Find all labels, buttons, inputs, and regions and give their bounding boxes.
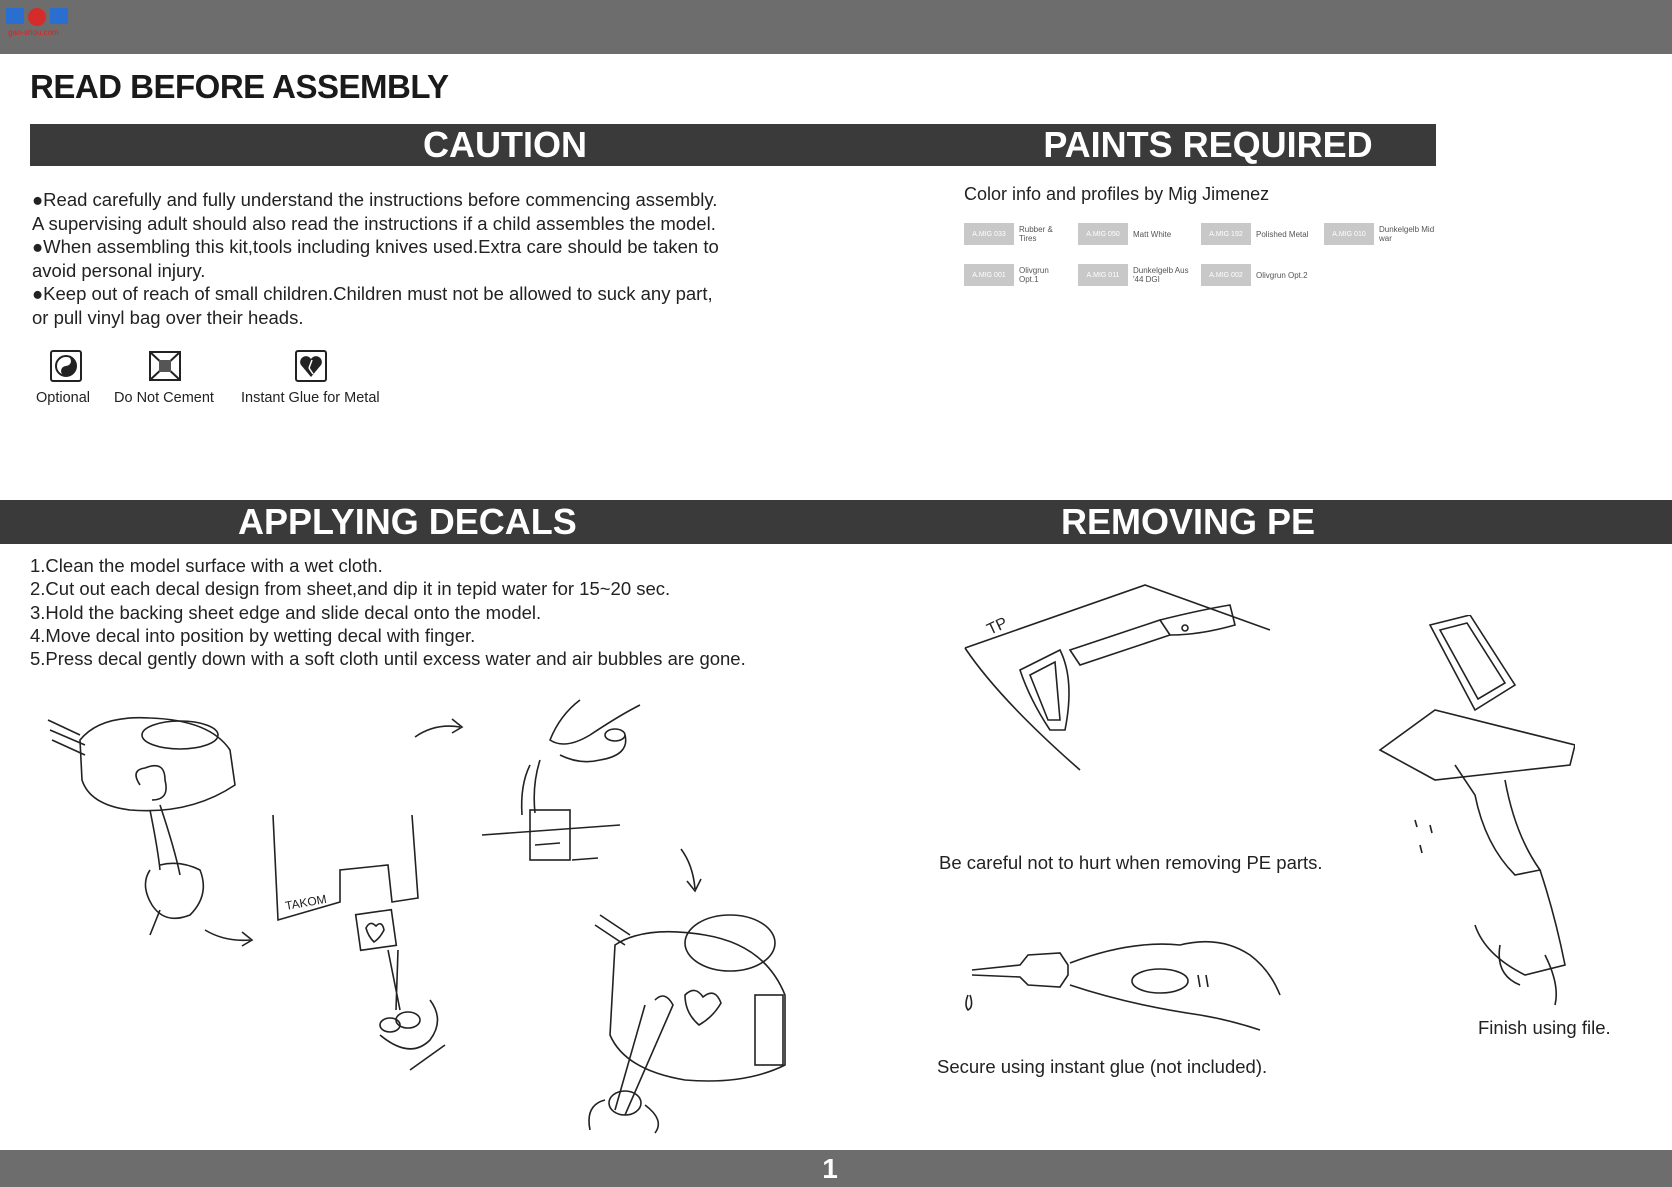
turret-apply-illustration <box>585 905 815 1135</box>
caution-text <box>32 188 832 329</box>
page-title: READ BEFORE ASSEMBLY <box>30 68 449 105</box>
instant-glue-icon <box>295 350 327 382</box>
caution-line: or pull vinyl bag over their heads. <box>32 306 304 328</box>
decals-heading: APPLYING DECALS <box>238 501 577 542</box>
pe-fret-knife-illustration <box>960 580 1280 780</box>
paint-swatch <box>1078 223 1193 245</box>
paints-subtitle: Color info and profiles by Mig Jimenez <box>964 184 1270 204</box>
logo-text: gao-shou.com <box>8 28 59 37</box>
paint-name: Olivgrun Opt.1 <box>1019 266 1049 284</box>
paint-chip: A.MIG 050 <box>1078 223 1128 245</box>
paint-swatch <box>1201 264 1316 286</box>
caution-line: ●Keep out of reach of small children.Children must not be allowed to suck any part, <box>32 283 713 304</box>
page-number: 1 <box>822 1153 838 1184</box>
pe-glue-caption: Secure using instant glue (not included). <box>937 1056 1268 1077</box>
paint-chip: A.MIG 011 <box>1078 264 1128 286</box>
optional-icon <box>50 350 82 382</box>
paint-name: Olivgrun Opt.2 <box>1256 270 1308 280</box>
optional-label: Optional <box>36 390 91 406</box>
caution-line: A supervising adult should also read the instructions if a child assembles the model. <box>32 212 716 234</box>
dip-decal-illustration <box>480 695 670 895</box>
paint-swatch <box>1324 223 1439 245</box>
caution-line: ●Read carefully and fully understand the instructions before commencing assembly. <box>32 189 718 210</box>
glue-illustration <box>960 915 1290 1045</box>
paint-name: Dunkelgelb Aus '44 DGI <box>1133 266 1189 284</box>
arrow-icon <box>675 845 705 895</box>
decal-step: 3.Hold the backing sheet edge and slide decal onto the model. <box>30 601 542 623</box>
paint-chip: A.MIG 192 <box>1201 223 1251 245</box>
paint-swatch <box>1201 223 1326 245</box>
decal-step: 4.Move decal into position by wetting decal with finger. <box>30 624 476 646</box>
paint-name: Rubber & Tires <box>1019 225 1053 243</box>
arrow-icon <box>200 920 260 950</box>
paint-chip: A.MIG 010 <box>1324 223 1374 245</box>
paint-swatch <box>1078 264 1193 286</box>
do-not-cement-label: Do Not Cement <box>114 390 214 406</box>
decal-sheet-label: TAKOM <box>284 891 328 913</box>
pe-fret-label: TP <box>984 614 1011 639</box>
top-bar <box>0 0 1672 54</box>
paint-swatch <box>964 264 1069 286</box>
pe-heading: REMOVING PE <box>1061 501 1316 542</box>
caution-line: ●When assembling this kit,tools including knives used.Extra care should be taken to <box>32 236 719 257</box>
pe-remove-caption: Be careful not to hurt when removing PE parts. <box>939 852 1323 873</box>
decal-step: 5.Press decal gently down with a soft cloth until excess water and air bubbles are gone. <box>30 648 746 670</box>
decal-step: 2.Cut out each decal design from sheet,and dip it in tepid water for 15~20 sec. <box>30 578 671 600</box>
instant-glue-label: Instant Glue for Metal <box>241 390 380 406</box>
decal-step: 1.Clean the model surface with a wet cloth. <box>30 555 383 576</box>
paint-name: Matt White <box>1133 229 1172 239</box>
arrow-icon <box>410 715 470 745</box>
decal-steps <box>30 554 746 670</box>
decal-sheet-scissors-illustration <box>270 810 470 1080</box>
caution-line: avoid personal injury. <box>32 259 206 281</box>
pe-file-caption: Finish using file. <box>1478 1017 1611 1038</box>
paint-swatch <box>964 223 1069 245</box>
symbol-legend <box>30 348 430 408</box>
do-not-cement-icon <box>148 350 182 382</box>
paints-heading: PAINTS REQUIRED <box>980 124 1436 166</box>
paint-name: Dunkelgelb Mid war <box>1379 225 1435 243</box>
paint-chip: A.MIG 033 <box>964 223 1014 245</box>
caution-heading: CAUTION <box>30 124 980 166</box>
file-illustration <box>1375 615 1575 1010</box>
paint-chip: A.MIG 001 <box>964 264 1014 286</box>
paint-name: Polished Metal <box>1256 229 1309 239</box>
turret-cloth-illustration <box>40 700 250 940</box>
paint-chip: A.MIG 002 <box>1201 264 1251 286</box>
